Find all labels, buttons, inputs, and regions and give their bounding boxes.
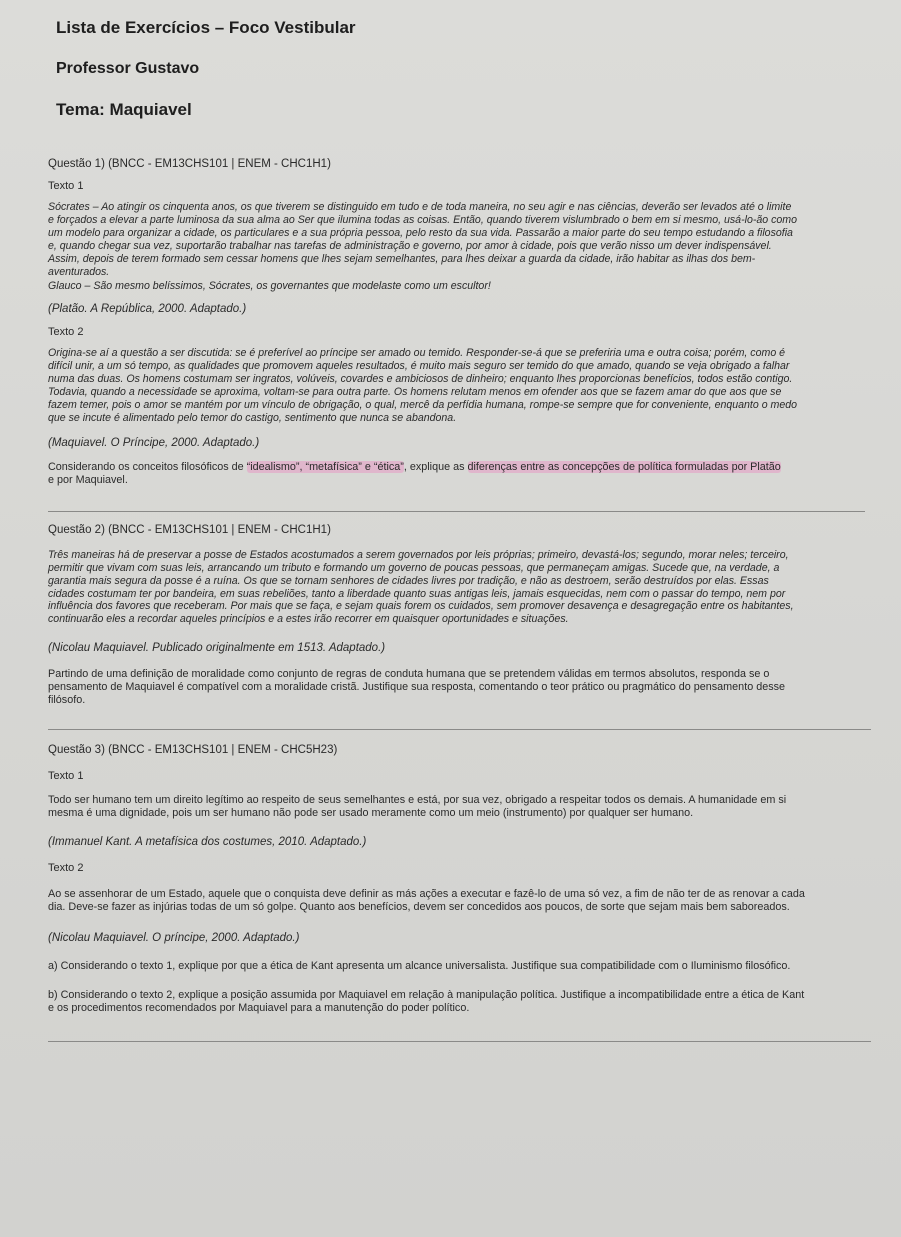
q1-prompt [48, 461, 877, 487]
q3-source-2: (Nicolau Maquiavel. O príncipe, 2000. Adaptado.) [48, 932, 300, 945]
excerpt-line: Assim, depois de terem formado sem cessar homens que lhes sejam semelhantes, para lhes deixar a guarda da cidade, irão habitar as ilhas dos bem- [48, 252, 756, 265]
q2-excerpt [48, 549, 877, 626]
excerpt-line: Todo ser humano tem um direito legítimo ao respeito de seus semelhantes e está, por sua vez, obrigado a respeitar todos os demais. A humanidade em si [48, 794, 787, 807]
excerpt-line: cidades costumam ter por bandeira, em suas rebeliões, tanto a liberdade quanto suas antigas leis, jamais esquecidas, nem com o passar do tempo, nem por [48, 587, 786, 600]
excerpt-line: Todavia, quando a necessidade se aproxima, voltam-se para outra parte. Os homens relutam menos em ofender aos que se fazem amar do que aos que se [48, 386, 782, 399]
prompt-line: b) Considerando o texto 2, explique a posição assumida por Maquiavel em relação à manipulação política. Justifique a incompatibilidade entre a ética de Kant [48, 989, 805, 1002]
excerpt-line: e forçados a elevar a parte luminosa da sua alma ao Ser que ilumina todas as coisas. Então, quando tiverem vislumbrado o bem em si mesmo, usá-lo-ão como [48, 213, 798, 226]
q3-text2-excerpt [48, 888, 877, 914]
prompt-line: Partindo de uma definição de moralidade como conjunto de regras de conduta humana que se pretendem válidas em termos absolutos, responda se o [48, 668, 770, 681]
excerpt-line: continuarão eles a recordar aqueles princípios e a estes irão recorrer em quaisquer oportunidades e situações. [48, 613, 569, 626]
q1-source-2: (Maquiavel. O Príncipe, 2000. Adaptado.) [48, 436, 260, 449]
prompt-line: e os procedimentos recomendados por Maquiavel para a manutenção do poder político. [48, 1002, 470, 1015]
excerpt-line: fazem temer, pois o amor se mantém por um vínculo de obrigação, o qual, mercê da perfídia humana, rompe-se sempre que for conveniente, enquanto o medo [48, 398, 798, 411]
answer-line [48, 1041, 871, 1042]
q1-text2-excerpt [48, 347, 877, 424]
excerpt-line: numa das duas. Os homens costumam ser ingratos, volúveis, covardes e ambiciosos de dinheiro; enquanto lhes proporcionas benefícios, todos estão contigo. [48, 373, 793, 386]
excerpt-line: permitir que vivam com suas leis, arrancando um tributo e formando um governo de poucas pessoas, que permaneçam amigas. Sucede que, na verdade, a [48, 561, 780, 574]
excerpt-line: e, quando chegar sua vez, suportarão trabalhar nas tarefas de administração e governo, por amor à cidade, pois que verão nisso um dever indispensável. [48, 239, 772, 252]
q1-text2-label: Texto 2 [48, 326, 84, 339]
q3-source-1: (Immanuel Kant. A metafísica dos costumes, 2010. Adaptado.) [48, 836, 367, 849]
question-2-heading: Questão 2) (BNCC - EM13CHS101 | ENEM - CHC1H1) [48, 523, 331, 536]
excerpt-line: Origina-se aí a questão a ser discutida: se é preferível ao príncipe ser amado ou temido. Responder-se-á que se preferiria uma e outra coisa; porém, como é [48, 347, 786, 360]
prompt-line: filósofo. [48, 694, 86, 707]
answer-line [48, 729, 871, 730]
highlighted-concepts: “idealismo”, “metafísica” e “ética” [246, 460, 404, 473]
excerpt-line: influência dos favores que receberam. Por mais que se faça, e sejam quais forem os cuidados, sem promover desavença e desagregação entre os habitantes, [48, 600, 794, 613]
question-1-heading: Questão 1) (BNCC - EM13CHS101 | ENEM - CHC1H1) [48, 158, 331, 170]
excerpt-reply: Glauco – São mesmo belíssimos, Sócrates, os governantes que modelaste como um escultor! [48, 280, 491, 293]
worksheet-title: Lista de Exercícios – Foco Vestibular [56, 18, 356, 37]
q3-text2-label: Texto 2 [48, 862, 84, 875]
excerpt-line: Ao se assenhorar de um Estado, aquele que o conquista deve definir as más ações a executar e fazê-lo de uma só vez, a fim de não ter de as renovar a cada [48, 888, 805, 901]
prompt-line [48, 461, 877, 474]
question-1 [48, 158, 877, 512]
q3-text1-label: Texto 1 [48, 770, 84, 783]
excerpt-line: garantia mais segura da posse é a ruína. Os que se tornam senhores de cidades livres por tradição, e não as destroem, serão destruídos por elas. Essas [48, 574, 769, 587]
answer-line [48, 511, 865, 512]
excerpt-line: dia. Deve-se fazer as injúrias todas de um só golpe. Quanto aos benefícios, devem ser concedidos aos poucos, de sorte que sejam mais bem saboreados. [48, 901, 790, 914]
prompt-line: e por Maquiavel. [48, 473, 128, 486]
professor-name: Professor Gustavo [56, 60, 200, 77]
excerpt-line: Sócrates – Ao atingir os cinquenta anos, os que tiverem se distinguido em tudo e de toda maneira, no seu agir e nas ciências, deverão ser levados até o limite [48, 201, 792, 213]
q3-item-a: a) Considerando o texto 1, explique por que a ética de Kant apresenta um alcance universalista. Justifique sua compatibilidade com o Iluminismo filosófico. [48, 960, 791, 973]
excerpt-line: difícil unir, a um só tempo, as qualidades que promovem aqueles resultados, é muito mais seguro ser temido do que amado, quando se veja obrigado a falhar [48, 360, 790, 373]
excerpt-line: Três maneiras há de preservar a posse de Estados acostumados a serem governados por leis próprias; primeiro, devastá-los; segundo, morar neles; terceiro, [48, 548, 789, 561]
q3-text1-excerpt [48, 794, 877, 820]
question-2 [48, 524, 877, 730]
highlighted-task: diferenças entre as concepções de política formuladas por Platão [467, 460, 781, 473]
q3-item-b [48, 989, 877, 1015]
question-3-heading: Questão 3) (BNCC - EM13CHS101 | ENEM - CHC5H23) [48, 744, 338, 757]
q1-text1-label: Texto 1 [48, 180, 84, 192]
q1-source-1: (Platão. A República, 2000. Adaptado.) [48, 303, 247, 316]
excerpt-line: mesma é uma dignidade, pois um ser humano não pode ser usado meramente como um meio (instrumento) por qualquer ser humano. [48, 807, 694, 820]
q1-text1-excerpt [48, 201, 877, 293]
question-3 [48, 744, 877, 1042]
theme-title: Tema: Maquiavel [56, 100, 192, 119]
q2-source: (Nicolau Maquiavel. Publicado originalmente em 1513. Adaptado.) [48, 642, 386, 655]
excerpt-line: que se incute é alimentado pelo temor do castigo, sentimento que nunca se abandona. [48, 411, 457, 424]
excerpt-line: um modelo para organizar a cidade, os particulares e a sua própria pessoa, pelo resto da sua vida. Passarão a maior parte do seu tempo estudando a filosofia [48, 226, 793, 239]
excerpt-line: aventurados. [48, 265, 110, 278]
prompt-text: , explique as [403, 460, 468, 473]
prompt-text: Considerando os conceitos filosóficos de [48, 460, 247, 473]
prompt-line: pensamento de Maquiavel é compatível com a moralidade cristã. Justifique sua resposta, comentando o teor prático ou pragmático do pensamento desse [48, 681, 786, 694]
q2-prompt [48, 668, 877, 707]
